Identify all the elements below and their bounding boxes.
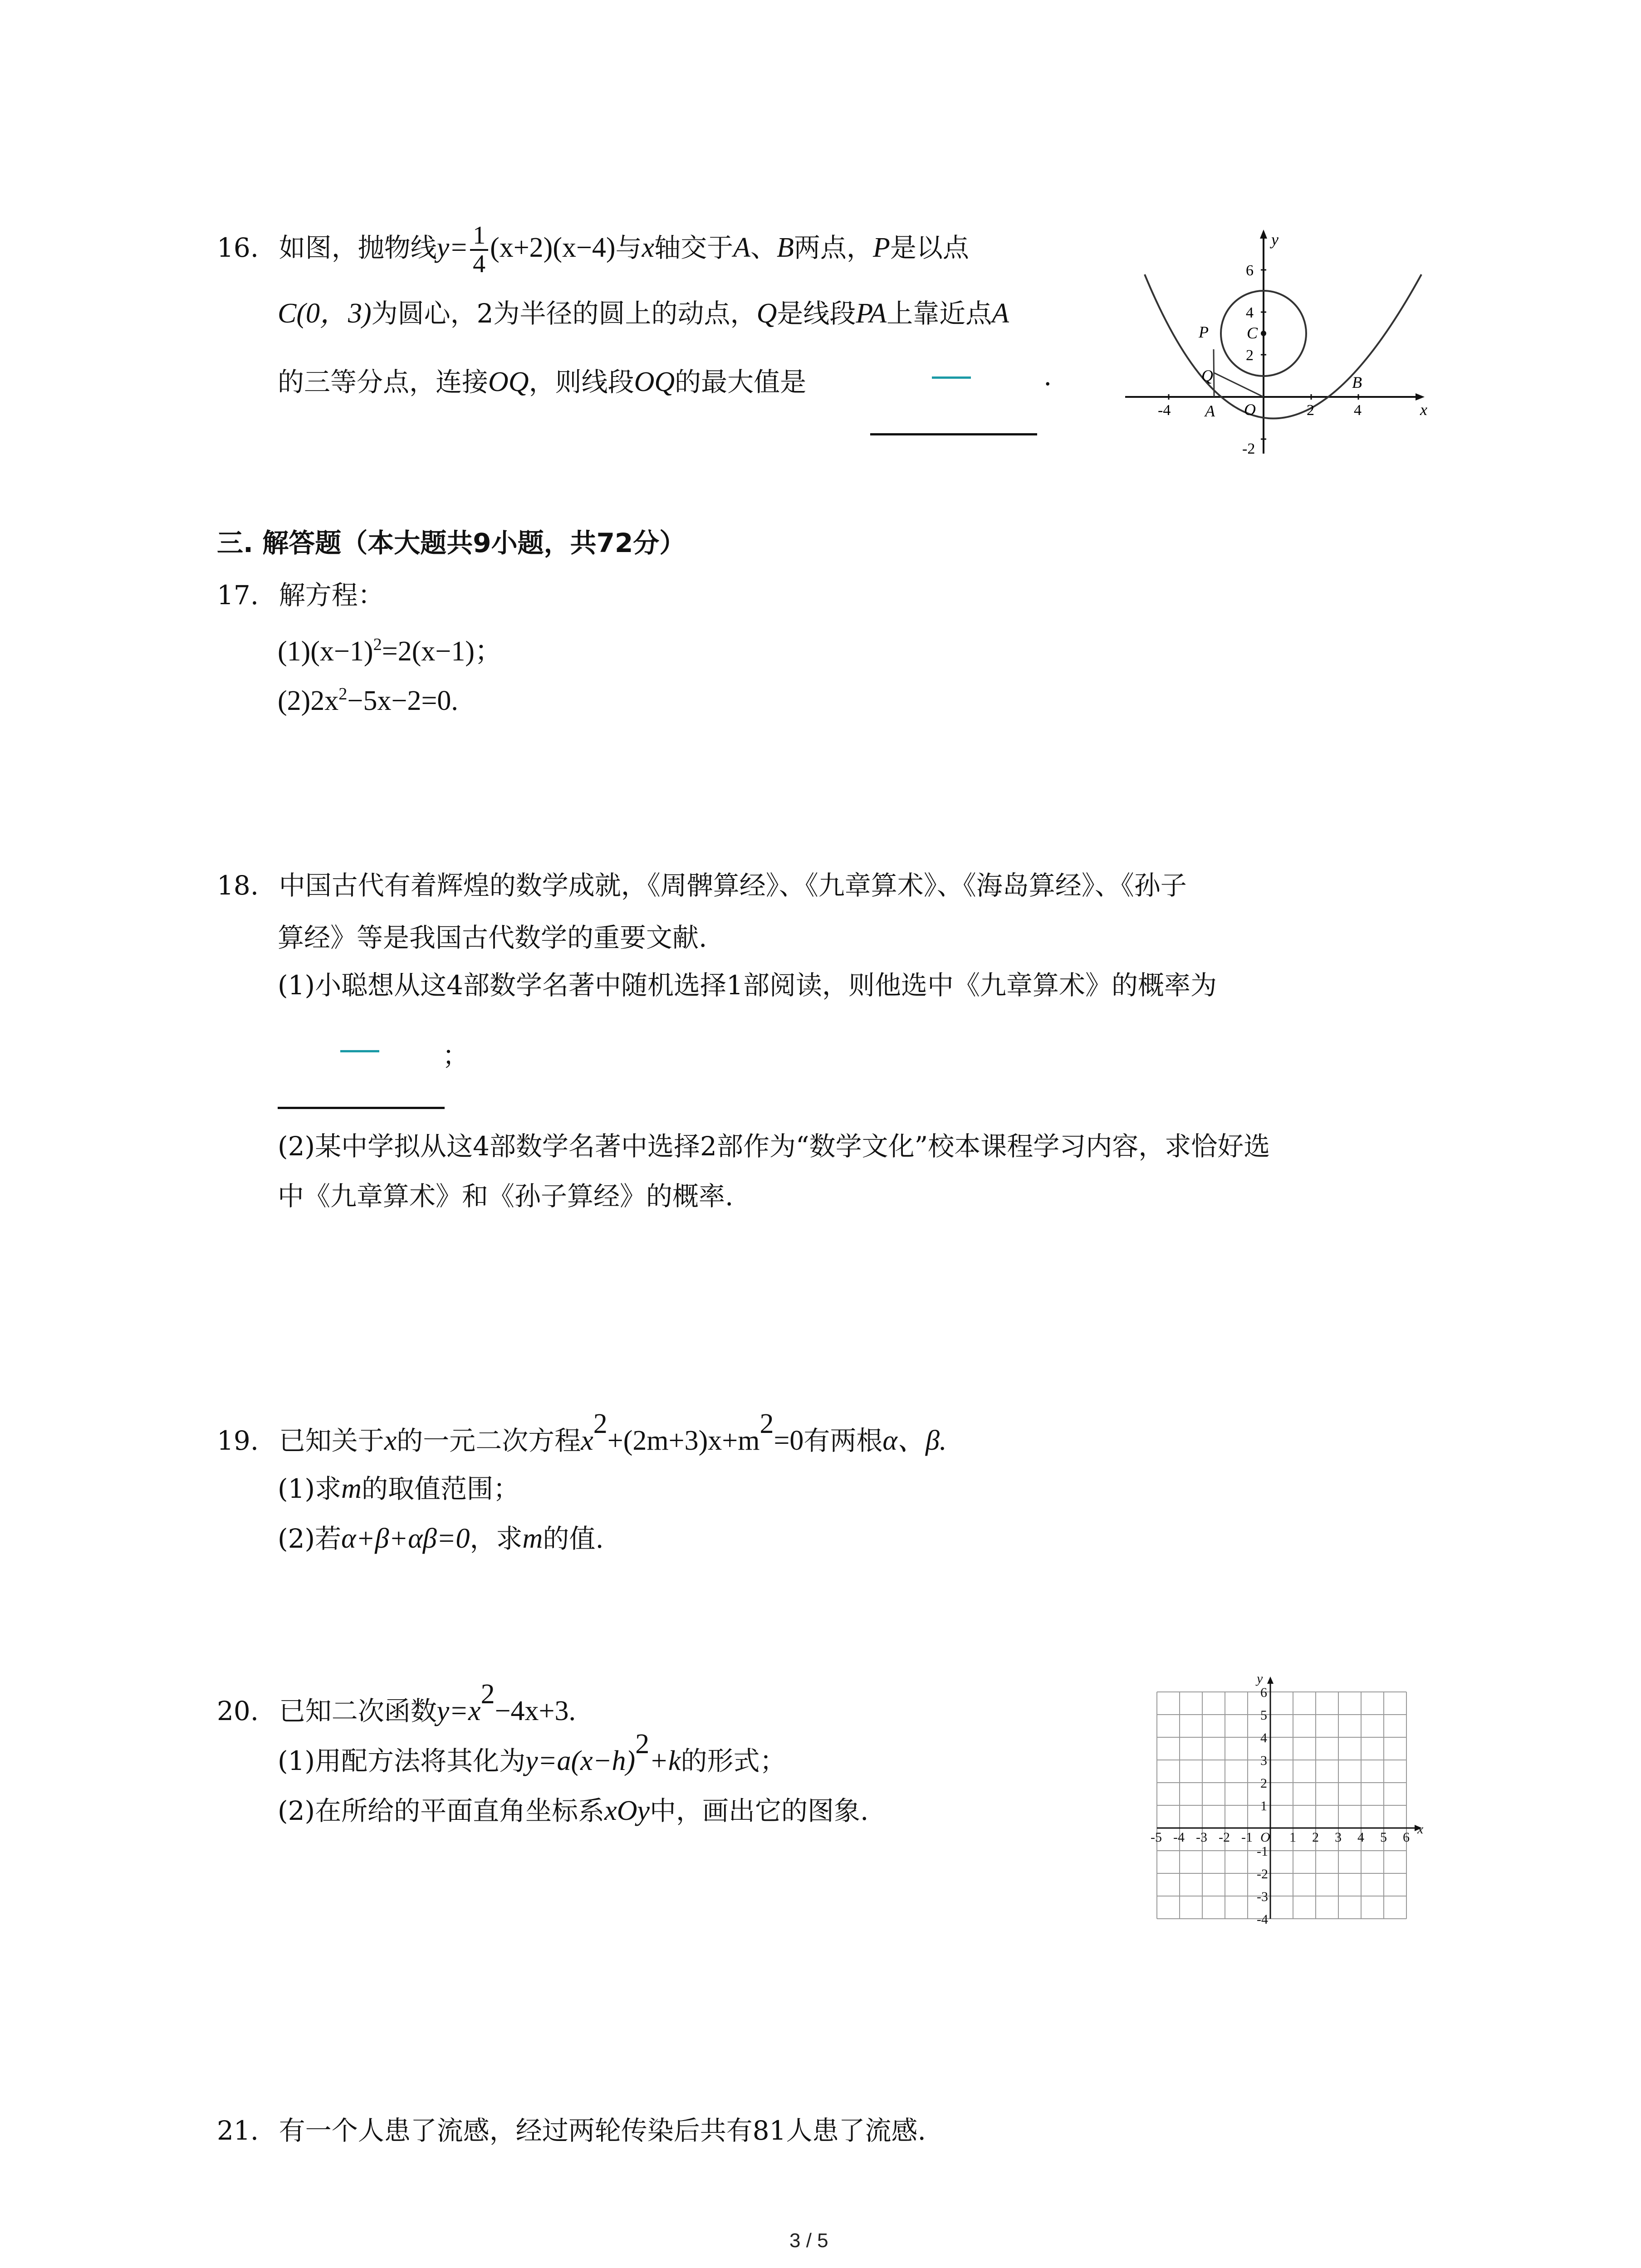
x-tick-label: -5 [1151,1830,1162,1845]
q16-Q: Q [756,298,777,329]
q20-eq-a: y=x [436,1696,481,1726]
q21-number: 21. [217,2115,259,2146]
y-tick-label: -3 [1257,1889,1268,1904]
y-tick-label: 5 [1260,1708,1267,1723]
q20-grid-lines [1157,1677,1422,1919]
q19-item-2-c: 的值. [543,1523,604,1554]
q16-B: B [777,232,794,263]
section-3-heading: 三. 解答题（本大题共9小题，共72分） [217,528,686,558]
q16-label-y: y [1271,230,1279,249]
q19-item-1-a: (1)求 [278,1473,342,1504]
q20-form-sup: 2 [635,1728,650,1760]
x-tick-label: 4 [1357,1830,1364,1845]
q19-eq-sup1: 2 [593,1408,607,1439]
q20-grid-labels [1151,1674,1424,1927]
x-tick-label: 6 [1403,1830,1410,1845]
q20-form-b: +k [649,1745,681,1776]
q19-line-1 [217,1408,947,1458]
q20-xoy: xOy [604,1795,650,1826]
q17-number: 17. [217,580,259,611]
x-tick-label: 3 [1335,1830,1342,1845]
q20-number: 20. [217,1696,259,1726]
q19-eq-sup2: 2 [759,1408,774,1439]
q18-answer-blank[interactable] [278,1107,445,1109]
q18-item-2-line-1: (2)某中学拟从这4部数学名著中选择2部作为“数学文化”校本课程学习内容，求恰好选 [278,1131,1270,1162]
q17-item-1-b: =2(x−1)； [382,636,503,667]
q19-eq-a: x [581,1425,593,1456]
q16-label-4: 4 [1246,304,1254,321]
q17-title [217,574,384,612]
q16-label-6: 6 [1246,262,1254,279]
q19-eq-c: =0 [774,1425,804,1456]
q16-text-e: 是以点 [890,232,969,263]
q16-text-f: 为圆心，2为半径的圆上的动点， [371,298,757,329]
x-tick-label: -4 [1173,1830,1185,1845]
x-tick-label: 5 [1380,1830,1387,1845]
q20-item-1-a: (1)用配方法将其化为 [278,1745,526,1776]
q16-OQ: OQ [488,367,529,397]
q16-text-h: 上靠近点 [887,298,992,329]
q19-text-a: 已知关于 [279,1425,384,1456]
q16-label-O: O [1244,401,1256,419]
q20-eq-sup: 2 [480,1678,495,1710]
q19-item-2-m: m [522,1523,543,1554]
q16-x-arrow [1416,393,1425,401]
q20-item-2-b: 中，画出它的图象. [649,1795,869,1826]
q19-item-2 [278,1517,604,1555]
q16-label-x4: 4 [1354,402,1362,419]
q16-fraction [470,222,488,278]
q16-y-arrow [1260,230,1267,239]
q20-coordinate-grid[interactable] [1148,1674,1438,1969]
q20-origin-label: O [1260,1830,1270,1845]
q16-text-c: 轴交于 [654,232,734,263]
x-tick-label: 2 [1312,1830,1319,1845]
q17-item-1-a: (1)(x−1) [278,636,373,667]
q18-line-1 [217,864,1187,902]
q20-text-a: 已知二次函数 [279,1696,437,1726]
q16-end-period: . [1043,361,1052,391]
q16-label-P: P [1199,323,1209,341]
q16-line-1 [217,222,969,278]
y-tick-label: 1 [1260,1799,1267,1813]
q17-title-text: 解方程： [279,580,384,611]
x-tick-label: 1 [1289,1830,1296,1845]
q17-item-2-b: −5x−2=0. [347,685,458,716]
q16-label-neg2: -2 [1242,440,1255,457]
q16-frac-den: 4 [473,249,486,278]
q18-line-2: 算经》等是我国古代数学的重要文献. [278,922,707,953]
q20-item-1 [278,1728,786,1778]
q16-PA: PA [856,298,887,329]
q16-label-x: x [1420,401,1427,419]
q19-eq-b: +(2m+3)x+m [607,1425,760,1456]
q16-label-x2: 2 [1307,402,1314,419]
q17-item-1 [278,628,503,669]
q16-A2: A [992,298,1009,329]
q18-answer-mark [340,1050,379,1052]
q17-item-2-sup: 2 [338,684,348,704]
q16-center: C(0，3) [278,298,372,329]
q18-text-1: 中国古代有着辉煌的数学成就，《周髀算经》、《九章算术》、《海岛算经》、《孙子 [279,870,1187,901]
x-tick-label: -1 [1241,1830,1253,1845]
q16-frac-num: 1 [470,222,488,251]
q16-text-g: 是线段 [777,298,856,329]
x-tick-label: -3 [1196,1830,1207,1845]
x-tick-label: -2 [1219,1830,1230,1845]
y-tick-label: -1 [1257,1844,1268,1859]
q16-OQ2: OQ [634,367,675,397]
q16-label-A: A [1205,402,1215,420]
y-tick-label: 6 [1260,1685,1267,1700]
q16-point-C [1261,331,1266,336]
q18-item-1: (1)小聪想从这4部数学名著中随机选择1部阅读，则他选中《九章算术》的概率为 [278,970,1217,1001]
q19-item-1 [278,1467,519,1505]
q16-answer-mark [932,376,971,379]
q20-item-1-b: 的形式； [681,1745,786,1776]
q16-P: P [872,232,890,263]
q19-roots: α、β. [882,1425,947,1456]
q16-number: 16. [217,232,259,263]
q16-x: x [642,232,655,263]
q20-y-label: y [1257,1674,1263,1686]
q18-semicolon: ； [442,1040,469,1071]
q19-text-b: 的一元二次方程 [397,1425,581,1456]
q19-text-c: 有两根 [803,1425,883,1456]
q17-item-2 [278,685,458,717]
q16-label-C: C [1247,324,1258,342]
page-number: 3 / 5 [789,2229,828,2252]
q16-label-neg4: -4 [1158,402,1171,419]
q20-eq-b: −4x+3. [495,1696,576,1726]
q18-item-2-line-2: 中《九章算术》和《孙子算经》的概率. [278,1181,734,1212]
q16-label-B: B [1352,373,1362,391]
y-tick-label: 4 [1260,1730,1267,1745]
q19-item-2-b: ，求 [470,1523,523,1554]
q20-y-arrow [1267,1677,1274,1684]
q16-eq-rhs: (x+2)(x−4) [490,232,616,263]
q16-text-k: 的最大值是 [675,367,807,397]
y-tick-label: 2 [1260,1776,1267,1791]
q16-label-Q: Q [1201,367,1213,385]
q16-graph [1125,227,1434,476]
q18-number: 18. [217,870,259,901]
q17-item-2-a: (2)2x [278,685,339,716]
q20-form-a: y=a(x−h) [525,1745,636,1776]
q21-text: 有一个人患了流感，经过两轮传染后共有81人患了流感. [279,2115,926,2146]
q16-text-d: 两点， [794,232,873,263]
q16-text-i: 的三等分点，连接 [278,367,489,397]
q16-line-2 [278,290,1009,331]
y-tick-label: -2 [1257,1867,1268,1882]
q19-item-1-b: 的取值范围； [361,1473,519,1504]
q16-A: A [733,232,751,263]
q16-line-3 [278,361,806,399]
q20-item-2-a: (2)在所给的平面直角坐标系 [278,1795,605,1826]
q16-text-b: 与 [615,232,642,263]
q16-segment-OQ [1214,373,1264,397]
q19-x: x [384,1425,397,1456]
q16-eq-lhs: y= [436,232,469,263]
q16-text-a: 如图，抛物线 [279,232,437,263]
y-tick-label: -4 [1257,1912,1268,1927]
q16-sep: 、 [750,232,777,263]
q19-item-2-eq: α+β+αβ=0 [341,1523,470,1554]
q19-item-2-a: (2)若 [278,1523,342,1554]
q16-label-2: 2 [1246,347,1254,364]
q21-line-1 [217,2109,926,2147]
q19-item-1-m: m [341,1473,362,1504]
q20-x-label: x [1417,1822,1424,1837]
q16-text-j: ，则线段 [529,367,634,397]
q16-answer-blank[interactable] [870,433,1037,435]
q19-number: 19. [217,1425,259,1456]
q17-item-1-sup: 2 [373,635,382,654]
q20-line-1 [217,1678,576,1728]
y-tick-label: 3 [1260,1753,1267,1768]
q20-item-2 [278,1789,868,1828]
